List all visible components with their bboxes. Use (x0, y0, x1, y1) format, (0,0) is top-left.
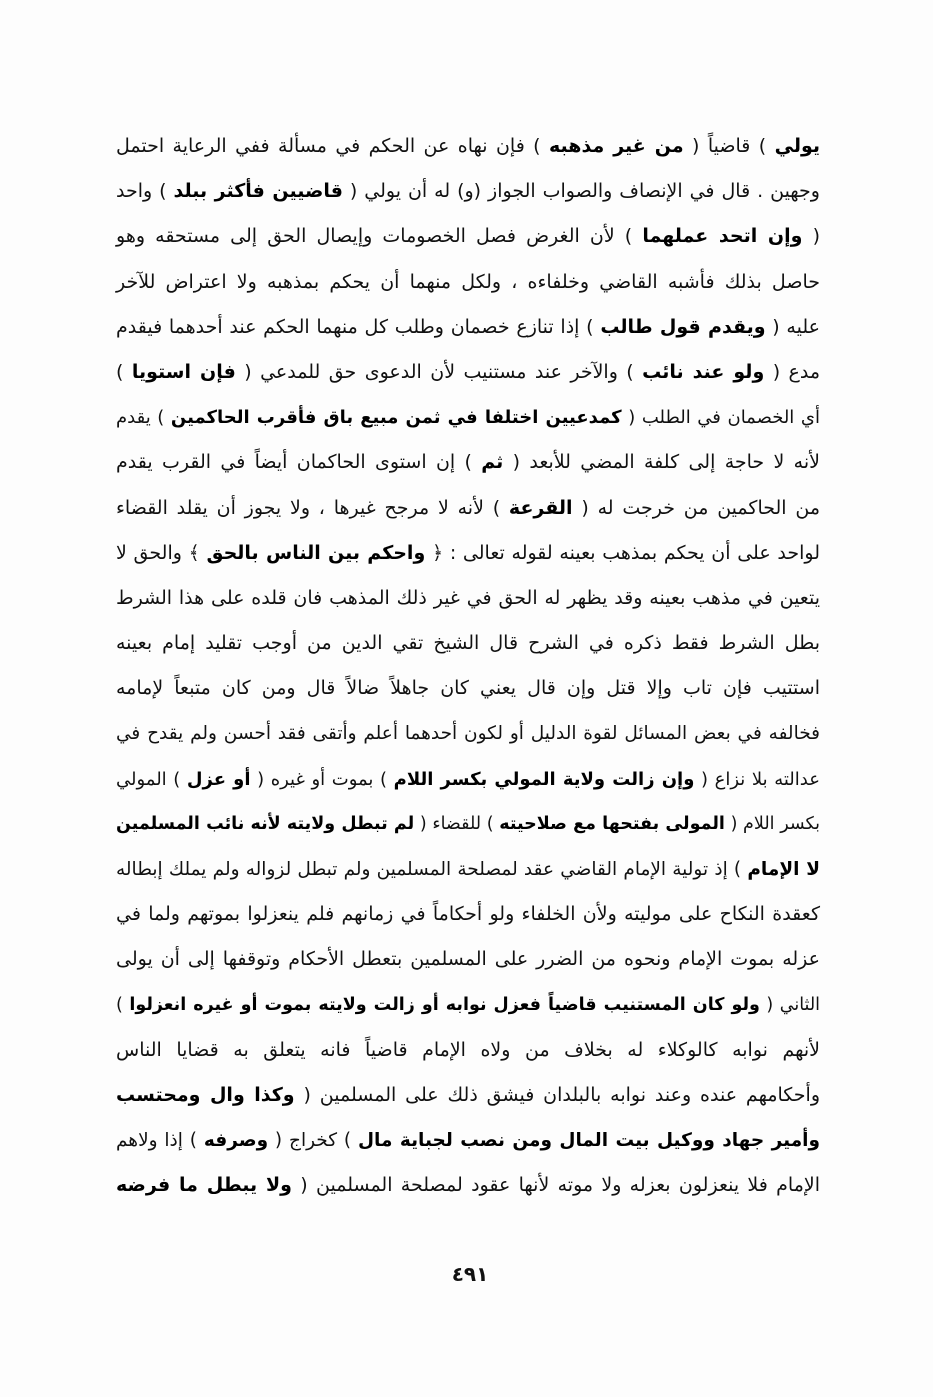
bold-matn-text: لم تبطل ولايته لأنه نائب المسلمين (116, 813, 415, 834)
text-line (116, 214, 820, 259)
sharh-text: لأنهم نوابه كالوكلاء له بخلاف من ولاه الإمام قاضياً فانه يتعلق به قضايا الناس (116, 1038, 820, 1061)
sharh-text: فخالفه في بعض المسائل لقوة الدليل أو لكون أحدهما أعلم وأتقى فقد أحسن ولم يقدح في (116, 723, 820, 745)
sharh-text: بطل الشرط فقط ذكره في الشرح قال الشيخ تقي الدين من أوجب تقليد إمام بعينه (116, 632, 820, 655)
sharh-text: ) لأنه لا مرجح غيرها ، ولا يجوز أن يقلد القضاء (116, 496, 509, 519)
sharh-text: استتيب فإن تاب وإلا قتل وإن قال يعني كان جاهلاً ضالاً قال ومن كان متبعاً لإمامه (116, 677, 820, 700)
sharh-text: بكسر اللام ( (724, 813, 820, 834)
bold-matn-text: وإن زالت ولاية المولي بكسر اللام (393, 768, 695, 790)
sharh-text: وجهين . قال في الإنصاف والصواب الجواز (و) له أن يولي ( (342, 180, 820, 203)
sharh-text: ) المولي (116, 768, 187, 790)
bold-matn-text: ولو كان المستنيب قاضياً فعزل نوابه أو زالت ولايته بموت أو غيره انعزلوا (129, 994, 760, 1015)
sharh-text: أي الخصمان في الطلب ( (621, 407, 820, 429)
bold-matn-text: واحكم بين الناس بالحق (206, 541, 426, 564)
bold-matn-text: من غير مذهبه (549, 135, 684, 157)
text-line (116, 576, 820, 621)
bold-matn-text: يولي (774, 135, 820, 157)
text-line (116, 937, 820, 982)
bold-matn-text: فإن استويا (131, 360, 236, 383)
text-line (116, 486, 820, 531)
bold-matn-text: وإن اتحد عملهما (642, 225, 803, 248)
sharh-text: ) يقدم (116, 407, 171, 429)
bold-matn-text: وكذا وال ومحتسب (116, 1083, 295, 1106)
text-line (116, 847, 820, 892)
sharh-text: لواحد على أن يحكم بمذهب بعينه لقوله تعالى : ﴿ (425, 541, 820, 564)
sharh-text: ) بموت أو غيره ( (250, 768, 394, 790)
sharh-text: عليه ( (765, 315, 820, 338)
sharh-text: ) لأن الغرض فصل الخصومات وإيصال الحق إلى مستحقه وهو (116, 225, 643, 248)
text-line (116, 305, 820, 350)
sharh-text: ) والآخر عند مستنيب لأن الدعوى حق للمدعي ( (235, 360, 643, 383)
bold-matn-text: وصرفه (203, 1130, 269, 1152)
sharh-text: الثاني ( (759, 994, 821, 1015)
sharh-text: ) كخراج ( (268, 1130, 358, 1152)
sharh-text: ) (116, 994, 130, 1015)
text-line (116, 124, 820, 169)
bold-matn-text: أو عزل (186, 768, 251, 790)
text-line (116, 531, 820, 576)
sharh-text: ) واحد (116, 180, 174, 203)
bold-matn-text: ثم (481, 451, 504, 474)
sharh-text: عدالته بلا نزاع ( (694, 768, 820, 790)
sharh-text: يتعين في مذهب بعينه وقد يظهر له الحق في غير ذلك المذهب فان قلده على هذا الشرط (116, 586, 820, 609)
sharh-text: عزله بموت الإمام ونحوه من الضرر على المسلمين بتعطل الأحكام وتوقفها إلى أن يولى (116, 948, 820, 971)
text-line (116, 666, 820, 711)
text-line (116, 983, 820, 1028)
text-line (116, 1073, 820, 1118)
text-line (116, 1163, 820, 1208)
sharh-text: ) فإن نهاه عن الحكم في مسألة ففي الرعاية احتمل (116, 135, 550, 157)
sharh-text: ) إن استوى الحاكمان أيضاً في القرب يقدم (116, 451, 482, 474)
sharh-text: الإمام فلا ينعزلون بعزله ولا موته لأنها عقود لمصلحة المسلمين ( (292, 1174, 821, 1197)
body-text (116, 124, 820, 1209)
sharh-text: ) إذا تنازع خصمان وطلب كل منهما الحكم عند أحدهما فيقدم (116, 315, 601, 338)
text-line (116, 1028, 820, 1073)
text-line (116, 621, 820, 666)
text-line (116, 440, 820, 485)
text-line (116, 1118, 820, 1163)
bold-matn-text: ولا يبطل ما فرضه (116, 1174, 292, 1197)
sharh-text: من الحاكمين من خرجت له ( (572, 496, 821, 519)
bold-matn-text: وأمير جهاد ووكيل بيت المال ومن نصب لجباية مال (357, 1130, 821, 1152)
sharh-text: كعقدة النكاح على موليته ولأن الخلفاء ولو أحكاماً في زمانهم فلم ينعزلوا بموتهم ولما في (116, 903, 820, 926)
sharh-text: ) إذ تولية الإمام القاضي عقد لمصلحة المسلمين ولم تبطل لزواله ولم يملك إبطاله (116, 859, 748, 880)
bold-matn-text: ويقدم قول طالب (600, 315, 766, 338)
bold-matn-text: كمدعيين اختلفا في ثمن مبيع باق فأقرب الحاكمين (170, 407, 622, 429)
bold-matn-text: لا الإمام (747, 859, 820, 880)
sharh-text: وأحكامهم عنده وعند نوابه بالبلدان فيشق ذلك على المسلمين ( (294, 1083, 820, 1106)
text-line (116, 169, 820, 214)
text-line (116, 395, 820, 440)
sharh-text: ) قاضياً ( (683, 135, 775, 157)
text-line (116, 350, 820, 395)
sharh-text: لأنه لا حاجة إلى كلفة المضي للأبعد ( (503, 451, 820, 474)
text-line (116, 260, 820, 305)
sharh-text: ) للقضاء ( (414, 813, 500, 834)
sharh-text: حاصل بذلك فأشبه القاضي وخلفاءه ، ولكل منهما أن يحكم بمذهبه ولا اعتراض للآخر (116, 270, 820, 293)
text-line (116, 892, 820, 937)
sharh-text: ( (802, 225, 820, 248)
sharh-text: مدع ( (764, 360, 821, 383)
sharh-text: ) إذا ولاهم (116, 1130, 204, 1152)
sharh-text: ) (116, 360, 132, 383)
bold-matn-text: ولو عند نائب (642, 360, 765, 383)
text-line (116, 757, 820, 802)
sharh-text: ﴾ والحق لا (116, 541, 207, 564)
bold-matn-text: قاضيين فأكثر ببلد (173, 180, 343, 203)
bold-matn-text: المولى بفتحها مع صلاحيته (499, 813, 725, 834)
text-line (116, 802, 820, 847)
bold-matn-text: القرعة (508, 496, 573, 519)
page-number: ٤٩١ (451, 1262, 489, 1286)
text-line (116, 711, 820, 756)
